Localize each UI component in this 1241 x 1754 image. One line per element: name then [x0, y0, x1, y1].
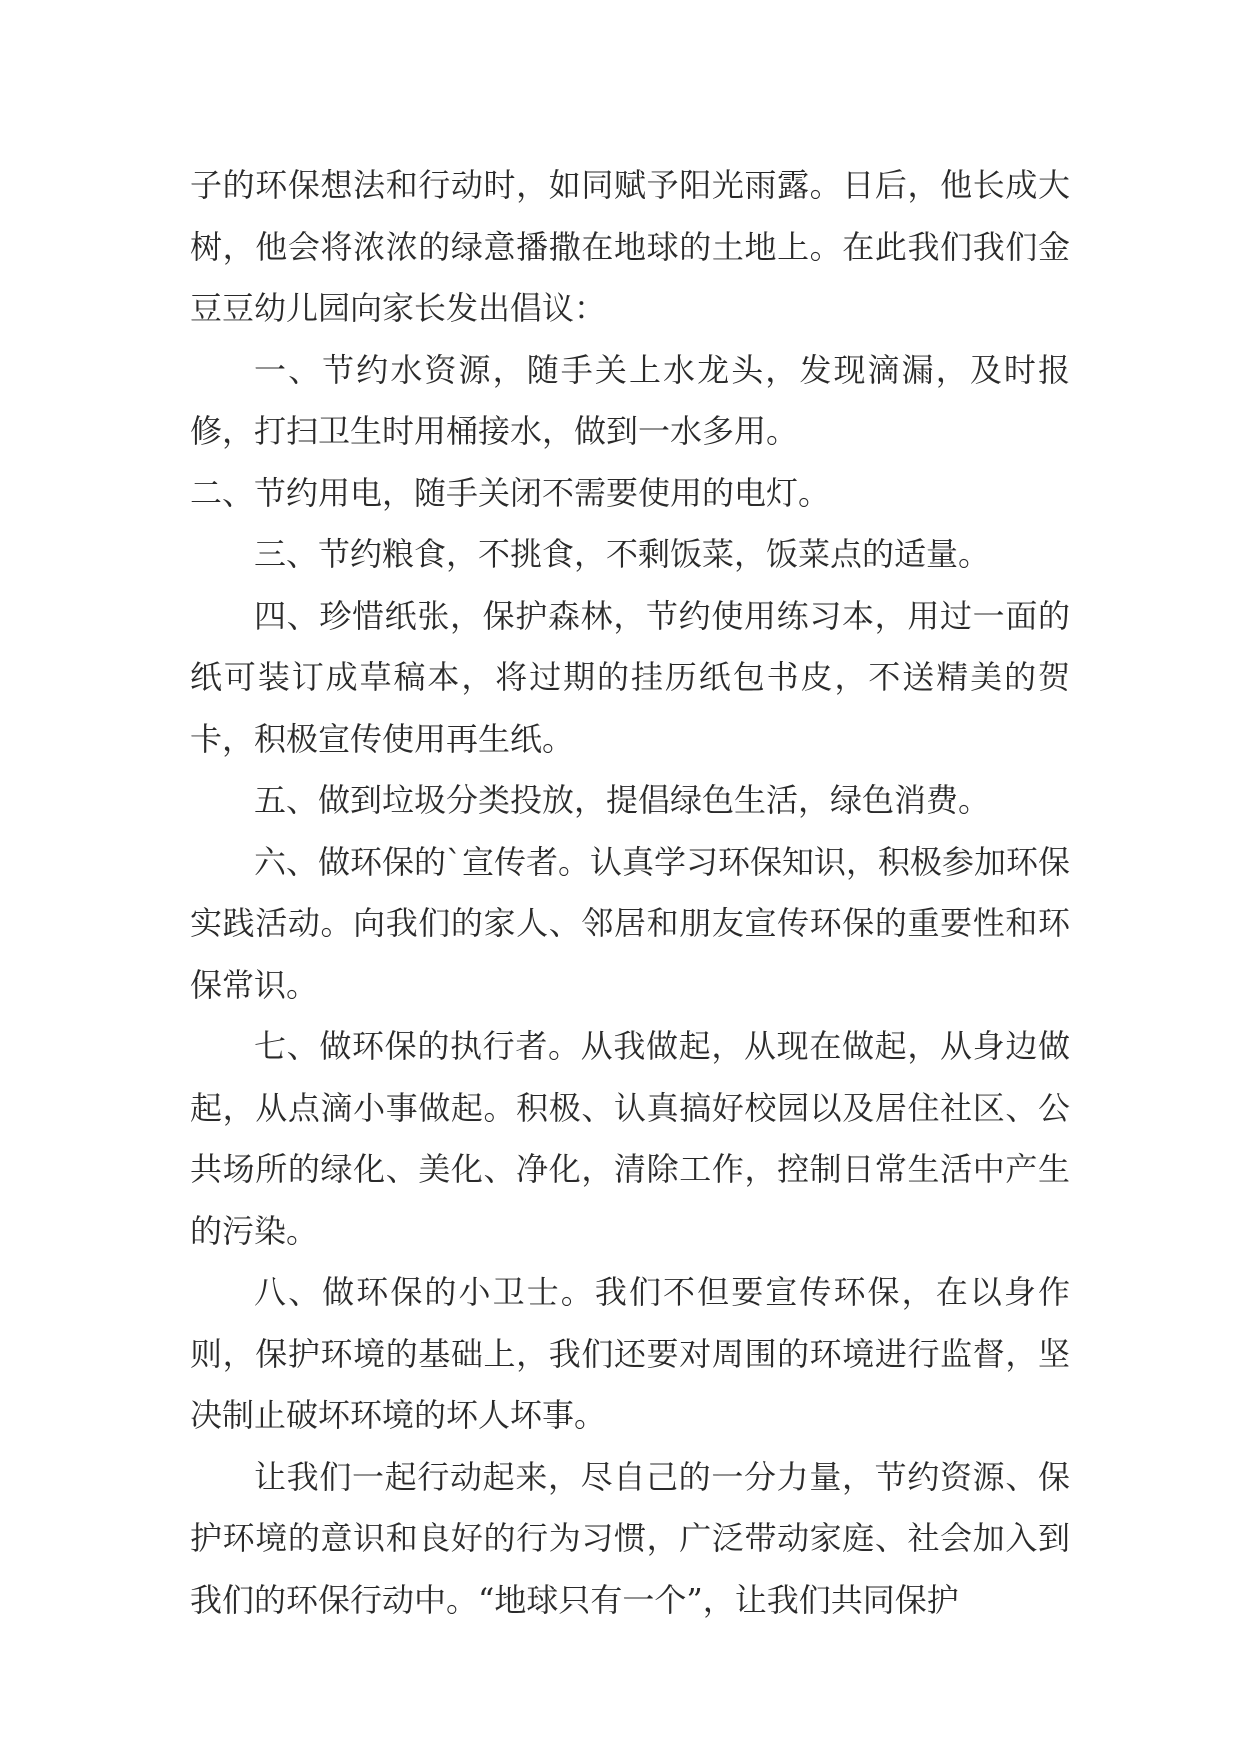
paragraph-item-5-garbage: 五、做到垃圾分类投放，提倡绿色生活，绿色消费。: [254, 781, 991, 819]
paragraph-item-3-food: 三、节约粮食，不挑食，不剩饭菜，饭菜点的适量。: [254, 535, 991, 573]
paragraph-closing-call: 让我们一起行动起来，尽自己的一分力量，节约资源、保护环境的意识和良好的行为习惯，广泛带动家庭、社会加入到我们的环保行动中。“地球只有一个”，让我们共同保护: [190, 1457, 1070, 1619]
paragraph-intro-continuation: 子的环保想法和行动时，如同赋予阳光雨露。日后，他长成大树，他会将浓浓的绿意播撒在地球的土地上。在此我们我们金豆豆幼儿园向家长发出倡议：: [190, 166, 1070, 327]
paragraph-item-2-electricity: 二、节约用电，随手关闭不需要使用的电灯。: [190, 473, 831, 512]
paragraph-item-7-executor: 七、做环保的执行者。从我做起，从现在做起，从身边做起，从点滴小事做起。积极、认真搞好校园以及居住社区、公共场所的绿化、美化、净化，清除工作，控制日常生活中产生的污染。: [190, 1027, 1070, 1250]
paragraph-item-1-water: 一、节约水资源，随手关上水龙头，发现滴漏，及时报修，打扫卫生时用桶接水，做到一水多用。: [190, 350, 1070, 450]
paragraph-item-4-paper: 四、珍惜纸张，保护森林，节约使用练习本，用过一面的纸可装订成草稿本，将过期的挂历纸包书皮，不送精美的贺卡，积极宣传使用再生纸。: [190, 596, 1070, 758]
paragraph-item-6-publicity: 六、做环保的`宣传者。认真学习环保知识，积极参加环保实践活动。向我们的家人、邻居和朋友宣传环保的重要性和环保常识。: [190, 842, 1071, 1004]
paragraph-item-8-guardian: 八、做环保的小卫士。我们不但要宣传环保，在以身作则，保护环境的基础上，我们还要对周围的环境进行监督，坚决制止破坏环境的坏人坏事。: [190, 1273, 1070, 1434]
document-body: [190, 155, 1070, 1631]
